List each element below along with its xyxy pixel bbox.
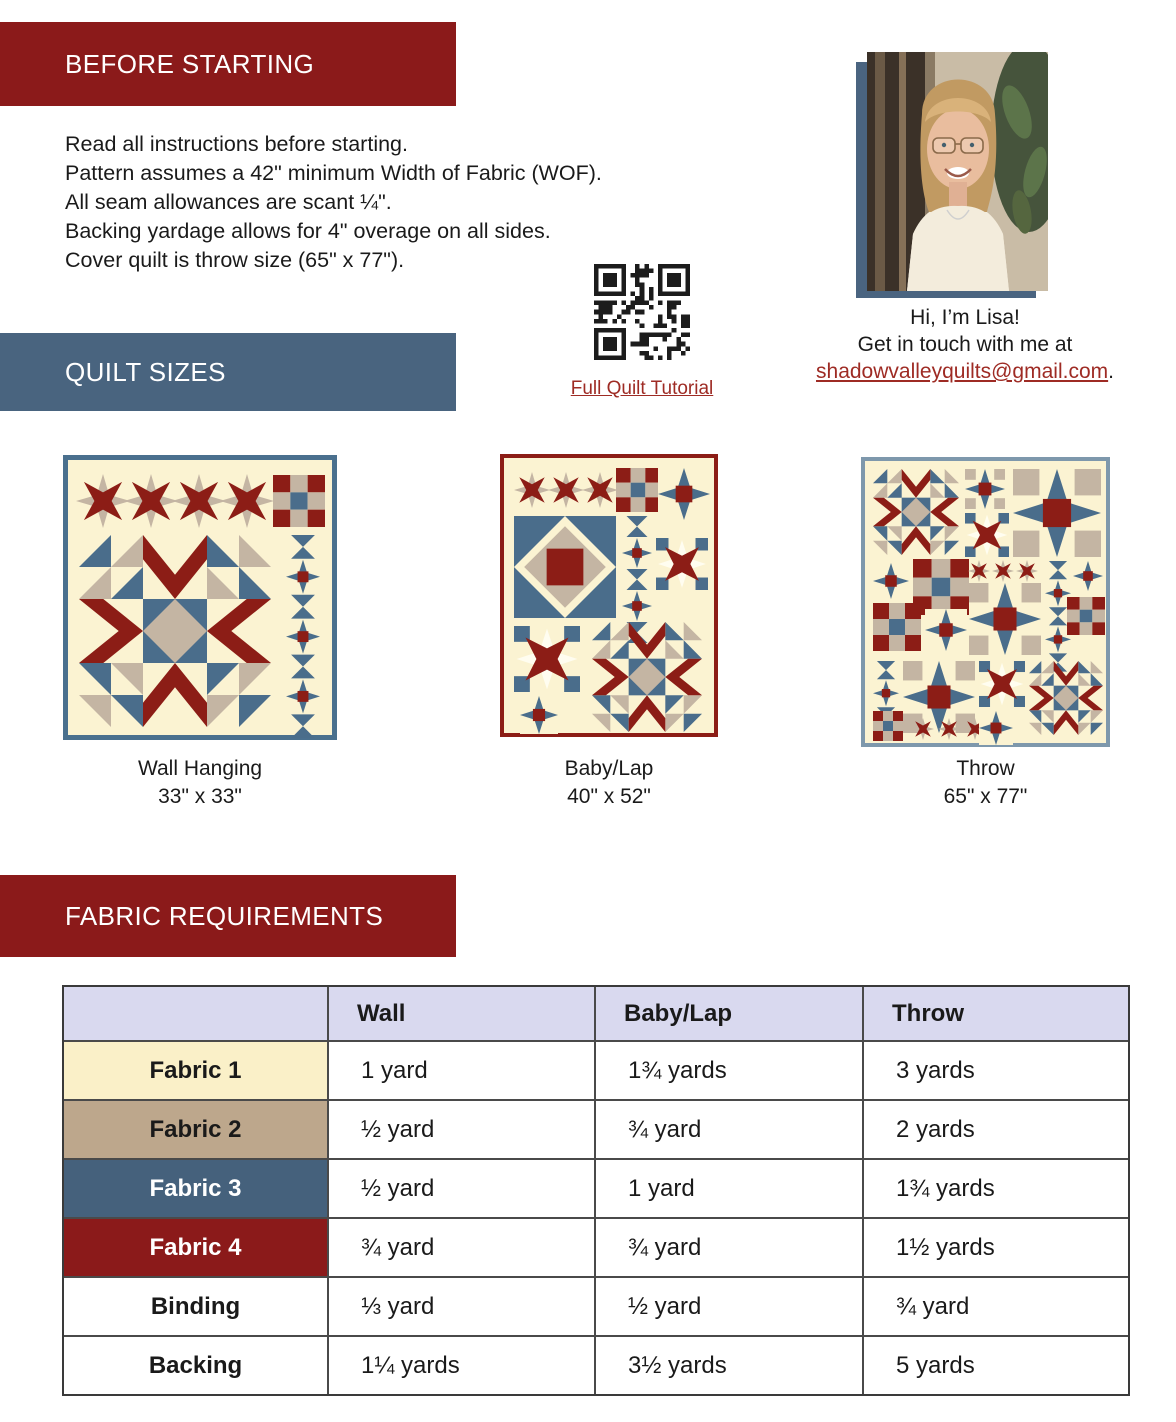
row-label-binding: Binding xyxy=(64,1278,327,1335)
instruction-line: Read all instructions before starting. xyxy=(65,132,408,156)
value-cell: 5 yards xyxy=(864,1337,1128,1394)
value-cell: ½ yard xyxy=(596,1278,862,1335)
value-cell: 1¾ yards xyxy=(864,1160,1128,1217)
instruction-line: Pattern assumes a 42" minimum Width of Fabric (WOF). xyxy=(65,161,602,185)
header-cell xyxy=(64,987,327,1040)
author-contact-block xyxy=(795,304,1135,385)
value-cell: ¾ yard xyxy=(329,1219,594,1276)
author-greeting: Hi, I’m Lisa! xyxy=(910,306,1020,329)
value-cell: 1½ yards xyxy=(864,1219,1128,1276)
value-cell: ¾ yard xyxy=(596,1219,862,1276)
full-quilt-tutorial-link[interactable]: Full Quilt Tutorial xyxy=(570,378,714,399)
value-cell: 2 yards xyxy=(864,1101,1128,1158)
tutorial-link-wrap xyxy=(537,378,747,400)
email-link[interactable]: shadowvalleyquilts@gmail.com xyxy=(816,360,1109,383)
value-cell: ½ yard xyxy=(329,1101,594,1158)
throw-caption xyxy=(861,755,1110,811)
wall-hanging-caption xyxy=(63,755,337,811)
header-cell-wall: Wall xyxy=(329,987,594,1040)
email-suffix: . xyxy=(1108,360,1114,383)
instruction-line: All seam allowances are scant ¼". xyxy=(65,190,392,214)
header-cell-throw: Throw xyxy=(864,987,1128,1040)
instruction-line: Backing yardage allows for 4" overage on all sides. xyxy=(65,219,551,243)
row-label-fabric-3: Fabric 3 xyxy=(64,1160,327,1217)
quilt-size: 65" x 77" xyxy=(943,785,1028,808)
baby-lap-quilt-image xyxy=(500,454,718,737)
value-cell: ½ yard xyxy=(329,1160,594,1217)
value-cell: 1 yard xyxy=(329,1042,594,1099)
row-label-fabric-2: Fabric 2 xyxy=(64,1101,327,1158)
row-label-backing: Backing xyxy=(64,1337,327,1394)
instruction-line: Cover quilt is throw size (65" x 77"). xyxy=(65,248,405,272)
value-cell: 3½ yards xyxy=(596,1337,862,1394)
value-cell: 1 yard xyxy=(596,1160,862,1217)
author-contact-line: Get in touch with me at xyxy=(857,333,1073,356)
value-cell: 1¾ yards xyxy=(596,1042,862,1099)
intro-instructions xyxy=(65,130,602,275)
quilt-name: Throw xyxy=(956,757,1015,780)
section-header-before-starting xyxy=(0,22,456,106)
quilt-name: Wall Hanging xyxy=(137,757,263,780)
value-cell: ¾ yard xyxy=(864,1278,1128,1335)
section-header-quilt-sizes xyxy=(0,333,456,411)
value-cell: ⅓ yard xyxy=(329,1278,594,1335)
section-title: QUILT SIZES xyxy=(65,356,226,387)
row-label-fabric-4: Fabric 4 xyxy=(64,1219,327,1276)
fabric-requirements-table xyxy=(62,985,1130,1396)
qr-code xyxy=(594,264,690,360)
wall-hanging-quilt-image xyxy=(63,455,337,740)
quilt-size: 33" x 33" xyxy=(158,785,242,808)
throw-quilt-image xyxy=(861,457,1110,747)
value-cell: 3 yards xyxy=(864,1042,1128,1099)
section-title: FABRIC REQUIREMENTS xyxy=(65,900,384,931)
author-photo xyxy=(867,52,1048,291)
row-label-fabric-1: Fabric 1 xyxy=(64,1042,327,1099)
section-header-fabric-requirements xyxy=(0,875,456,957)
value-cell: 1¼ yards xyxy=(329,1337,594,1394)
quilt-size: 40" x 52" xyxy=(567,785,651,808)
quilt-name: Baby/Lap xyxy=(564,757,654,780)
section-title: BEFORE STARTING xyxy=(65,48,315,79)
header-cell-baby-lap: Baby/Lap xyxy=(596,987,862,1040)
author-email-line xyxy=(795,358,1135,385)
value-cell: ¾ yard xyxy=(596,1101,862,1158)
baby-lap-caption xyxy=(500,755,718,811)
